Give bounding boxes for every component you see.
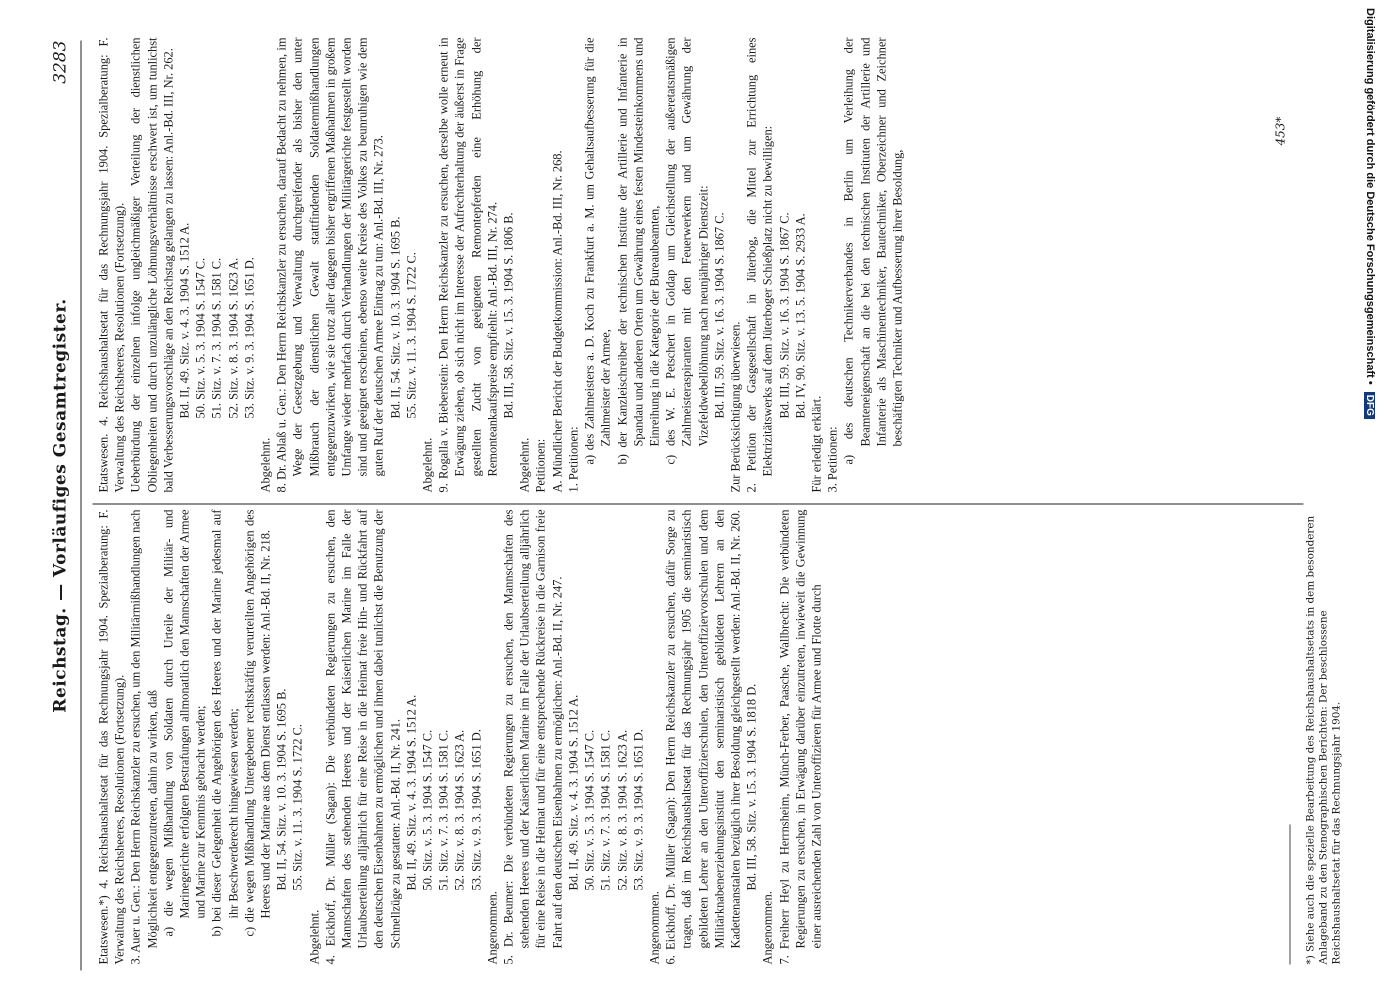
entry-line: Bd. III, 59. Sitz. v. 16. 3. 1904 S. 1867 C. [711,212,726,419]
entry-line: 50. Sitz. v. 5. 3. 1904 S. 1547 C. [193,257,208,419]
signature-mark: 453* [1273,116,1287,146]
entry-line: Bd. III, 58. Sitz. v. 15. 3. 1904 S. 1806 B. [501,212,516,419]
entry-line: A. Mündlicher Bericht der Budgetkommission: Anl.-Bd. III, Nr. 268. [549,150,564,493]
column-divider [92,504,1303,505]
dfg-logo[interactable]: DFG [1364,392,1375,419]
page-title: Reichstag. — Vorläufiges Gesamtregister. [50,298,70,713]
entry-line: c) des W. E. Petschert in Goldap um Gleichstellung der außeretatsmäßigen Zahlmeisteraspiranten mit den Feuerwerkern und um Gewährung der Vizefeldwebellöhnung nach neunjähriger Dienstzeit: [663,37,710,465]
entry-line: 53. Sitz. v. 9. 3. 1904 S. 1651 D. [241,257,256,419]
entry-line: 51. Sitz. v. 7. 3. 1904 S. 1581 C. [436,729,451,891]
entry-line: 55. Sitz. v. 11. 3. 1904 S. 1722 C. [290,724,305,891]
left-column [95,510,1323,965]
entry-line: Bd. II, 54. Sitz. v. 10. 3. 1904 S. 1695 B. [387,216,402,419]
page-number: 3283 [50,40,70,84]
entry-line: Etatswesen.*) 4. Reichshaushaltsetat für das Rechnungsjahr 1904. Spezialberatung: F. Verwaltung des Reichsheeres, Resolutionen (Fortsetzung). [96,509,127,965]
entry-line: 55. Sitz. v. 11. 3. 1904 S. 1722 C. [403,252,418,419]
entry-line: Petitionen: [533,438,548,493]
entry-line: Etatswesen. 4. Reichshaushaltsetat für das Rechnungsjahr 1904. Spezialberatung: F. Verwaltung des Reichsheeres, Resolutionen (Fortsetzung). [96,37,127,493]
entry-line: Bd. III, 59. Sitz. v. 16. 3. 1904 S. 1867 C. [776,212,791,419]
entry-line: c) die wegen Mißhandlung Untergebener rechtskräftig verurteilten Angehörigen des Heeres und der Marine aus dem Dienst entlassen werden: Anl.-Bd. II, Nr. 218. [241,509,273,937]
page-header [50,41,81,971]
entry-line: 8. Dr. Ablaß u. Gen.: Den Herrn Reichskanzler zu ersuchen, darauf Bedacht zu nehmen, im Wege der Gesetzgebung und Verwaltung durchgreifender als bisher den unter Mißbrauch der dienstlichen Gewalt stattfindenden Soldatenmißhandlungen entgegenzuwirken, wie sie trotz aller dagegen bisher ergriffenen Maßnahmen in großem Umfange wieder mehrfach durch Verhandlungen der Militärgerichte festgestellt worden sind und geeignet erscheinen, ebenso weite Kreise des Volkes zu beunruhigen wie dem guten Ruf der deutschen Armee Eintrag zu tun: Anl.-Bd. III, Nr. 273. [274,37,386,493]
side-credit-text: Digitalisierung gefördert durch die Deutsche Forschungsgemeinschaft • [1364,8,1376,385]
entry-line: Angenommen. [646,891,661,965]
entry-line: 52. Sitz. v. 8. 3. 1904 S. 1623 A. [225,257,240,419]
entry-line: 51. Sitz. v. 7. 3. 1904 S. 1581 C. [598,729,613,891]
entry-line: 2. Petition der Gasgesellschaft in Jüterbog, die Mittel zur Errichtung eines Elektrizitätswerks auf dem Jüterboger Schießplatz nicht zu bewilligen: [744,37,775,493]
entry-line: 52. Sitz. v. 8. 3. 1904 S. 1623 A. [614,729,629,891]
entry-line: Abgelehnt. [258,437,273,493]
entry-line: Angenommen. [484,891,499,965]
footnote [1281,510,1353,965]
entry-line: a) die wegen Mißhandlung von Soldaten durch Urteile der Militär- und Marinegerichte erfolgten Bestrafungen allmonatlich den Mannschaften der Armee und Marine zur Kenntnis gebracht werden; [160,509,208,937]
entry-line: 53. Sitz. v. 9. 3. 1904 S. 1651 D. [630,729,645,891]
entry-line: 52. Sitz. v. 8. 3. 1904 S. 1623 A. [452,729,467,891]
entry-line: 6. Eickhoff, Dr. Müller (Sagan): Den Herrn Reichskanzler zu ersuchen, dafür Sorge zu tragen, daß im Reichshaushaltsetat für das Rechnungsjahr 1905 die seminaristisch gebildeten Lehrer an den Unteroffizierschulen, den Unteroffiziervorschulen und dem Militärknabenerziehungsinstitut den seminaristisch gebildeten Lehrern an den Kadettenanstalten bezüglich ihrer Besoldung gleichgestellt werden: Anl.-Bd. II, Nr. 260. [663,509,742,965]
entry-line: 3. Petitionen: [825,426,840,493]
entry-line: Bd. II, 49. Sitz. v. 4. 3. 1904 S. 1512 A. [403,694,418,891]
entry-line: 53. Sitz. v. 9. 3. 1904 S. 1651 D. [468,729,483,891]
entry-line: b) der Kanzleischreiber der technischen Institute der Artillerie und Infanterie in Spandau und anderen Orten um Gewährung eines festen Mindesteinkommens und Einreihung in die Kategorie der Bureaubeamten, [614,37,661,465]
entry-line: Abgelehnt. [517,437,532,493]
side-credit-strip [1363,8,1377,708]
entry-line: 3. Auer u. Gen.: Den Herrn Reichskanzler zu ersuchen, um den Militärmißhandlungen nach Möglichkeit entgegenzutreten, dahin zu wirken, daß [128,509,159,965]
entry-line: 1. Petitionen: [565,426,580,493]
entry-line: Abgelehnt. [306,909,321,965]
entry-line: Bd. IV, 90. Sitz. v. 13. 5. 1904 S. 2933 A. [792,213,807,419]
right-column [95,38,1323,493]
entry-line: 51. Sitz. v. 7. 3. 1904 S. 1581 C. [209,257,224,419]
entry-line: Bd. II, 49. Sitz. v. 4. 3. 1904 S. 1512 A. [565,694,580,891]
entry-line: Ueberbürdung der einzelnen infolge ungleichmäßiger Verteilung der dienstlichen Obliegenheiten und durch unzulängliche Löhnungsverhältnisse erschwert ist, um tunlichst bald Verbesserungsvorschläge an den Reichstag gelangen zu lassen: Anl.-Bd. III, Nr. 262. [128,37,175,493]
entry-line: 4. Eickhoff, Dr. Müller (Sagan): Die verbündeten Regierungen zu ersuchen, den Mannschaften des stehenden Heeres und der Kaiserlichen Marine im Falle der Urlaubserteilung alljährlich für eine Reise in die Heimat freie Hin- und Rückfahrt auf den deutschen Eisenbahnen zu ermöglichen und ihnen dabei tunlichst die Benutzung der Schnellzüge zu gestatten: Anl.-Bd. II, Nr. 241. [322,509,402,965]
entry-line: Abgelehnt. [420,437,435,493]
entry-line: a) des deutschen Technikerverbandes in Berlin um Verleihung der Beamteneigenschaft an die bei den technischen Instituten der Artillerie und Infanterie als Maschinentechniker, Bautechniker, Oberzeichner und Zeichner beschäftigten Techniker und Aufbesserung ihrer Besoldung, [841,37,904,465]
entry-line: Bd. II, 54. Sitz. v. 10. 3. 1904 S. 1695 B. [274,688,289,891]
footnote-text: *) Siehe auch die spezielle Bearbeitung des Reichshaushaltsetats in dem besonderen Anlageband zu den Stenographischen Berichten: Der beschlossene Reichshaushaltsetat für das Rechnungsjahr 1904. [1303,515,1342,965]
entry-line: Bd. II, 49. Sitz. v. 4. 3. 1904 S. 1512 A. [177,222,192,419]
entry-line: 50. Sitz. v. 5. 3. 1904 S. 1547 C. [582,729,597,891]
entry-line: Bd. III, 58. Sitz. v. 15. 3. 1904 S. 1818 D. [744,683,759,891]
entry-line: 5. Dr. Beumer: Die verbündeten Regierungen zu ersuchen, den Mannschaften des stehenden Heeres und der Kaiserlichen Marine im Falle der Urlaubserteilung alljährlich für eine Reise in die Heimat und für eine entsprechende Rückreise in die Garnison freie Fahrt auf den deutschen Eisenbahnen zu ermöglichen: Anl.-Bd. II, Nr. 247. [501,509,564,965]
entry-line: 50. Sitz. v. 5. 3. 1904 S. 1547 C. [420,729,435,891]
entry-line: 7. Freiherr Heyl zu Herrnsheim, Münch-Ferber, Paasche, Wallbrecht: Die verbündeten Regierungen zu ersuchen, in Erwägung darüber einzutreten, inwieweit die Gewinnung einer ausreichenden Zahl von Unteroffizieren für Armee und Flotte durch [776,509,823,965]
entry-line: 9. Rogalla v. Bieberstein: Den Herrn Reichskanzler zu ersuchen, derselbe wolle erneut in Erwägung ziehen, ob sich nicht im Interesse der Aufrechterhaltung der äußerst in Frage gestellten Zucht von geeigneten Remontepferden eine Erhöhung der Remonteankaufspreise empfiehlt: Anl.-Bd. III, Nr. 274. [436,37,499,493]
entry-line: a) des Zahlmeisters a. D. Koch zu Frankfurt a. M. um Gehaltsaufbesserung für die Zahlmeister der Armee, [582,37,613,465]
document-page [0,1,1383,1001]
entry-line: Für erledigt erklärt. [808,395,823,493]
entry-line: Angenommen. [760,891,775,965]
entry-line: Zur Berücksichtigung überwiesen. [727,321,742,493]
entry-line: b) bei dieser Gelegenheit die Angehörigen des Heeres und der Marine jedesmal auf ihr Beschwerderecht hingewiesen werden; [209,509,240,937]
